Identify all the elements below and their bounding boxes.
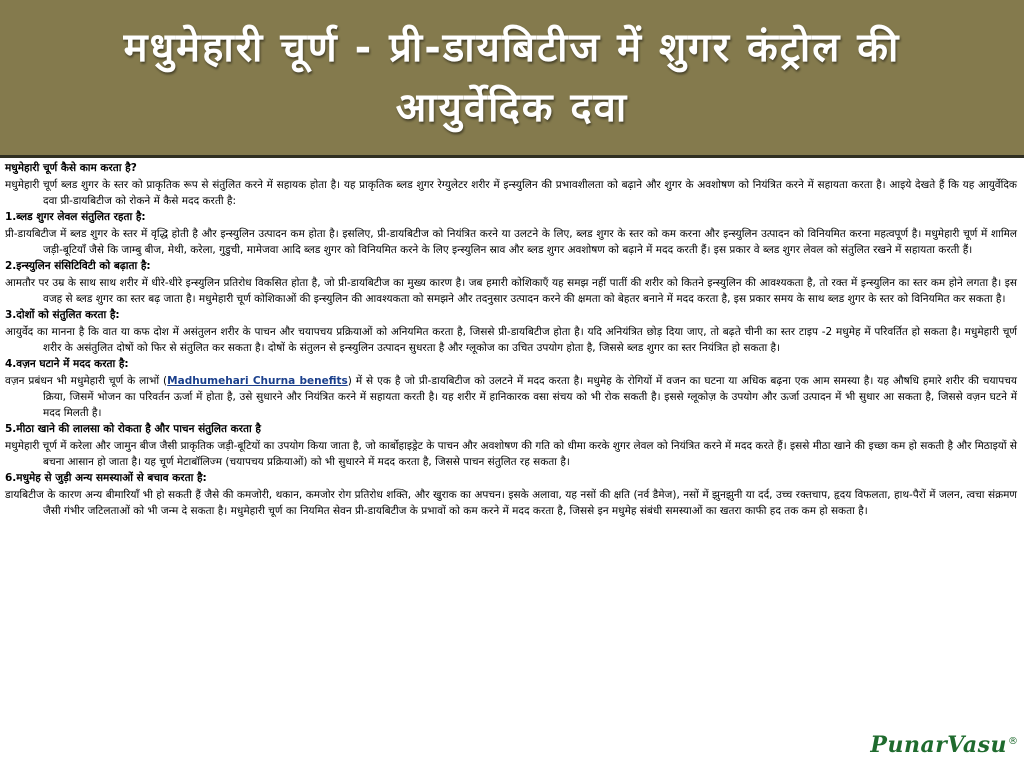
section-heading-3: 3.दोशों को संतुलित करता है: xyxy=(5,309,120,321)
section-paragraph-6: डायबिटीज के कारण अन्य बीमारियाँ भी हो सकती हैं जैसे की कमजोरी, थकान, कमजोर रोग प्रतिरोध शक्ति, और खुराक का अपचन। इसके अलावा, यह नसों की क्षति (नर्व डैमेज), नसों में झुनझुनी या दर्द, उच्च रक्तचाप, हृदय विफलता, हाथ-पैरों में जलन, त्वचा संक्रमण जैसी गंभीर जटिलताओं को भी जन्म दे सकता है। मधुमेहारी चूर्ण का नियमित सेवन प्री-डायबिटीज के प्रभावों को कम करने में मदद करता है, जिससे इन मधुमेह संबंधी समस्याओं का खतरा काफी हद तक कम हो सकता है। xyxy=(5,489,1018,517)
section-heading-6: 6.मधुमेह से जुड़ी अन्य समस्याओं से बचाव करता है: xyxy=(5,472,207,484)
section-4-text-after: ) में से एक है जो प्री-डायबिटीज को उलटने में मदद करता है। मधुमेह के रोगियों में वजन का घटना या अधिक बढ़ना एक आम समस्या है। यह औषधि हमारे शरीर की चयापचय क्रिया, जिसमें भोजन का परिवर्तन ऊर्जा में होता है, उसे सुधारने और नियंत्रित करने में सहायता करती है। यह शरीर में हानिकारक वसा संचय को भी रोक सकती है। इससे ग्लूकोज़ के उपयोग और ऊर्जा उत्पादन में भी सुधार आ सकता है, जिससे वज़न घटने में मदद मिलती है। xyxy=(43,375,1017,419)
title-banner xyxy=(0,0,1024,158)
section-paragraph-4 xyxy=(5,373,1017,421)
section-heading-1: 1.ब्लड शुगर लेवल संतुलित रहता है: xyxy=(5,211,146,223)
article-body xyxy=(5,160,1017,519)
registered-mark: ® xyxy=(1008,736,1018,747)
logo-text: PunarVasu xyxy=(870,732,1007,758)
section-paragraph-5: मधुमेहारी चूर्ण में करेला और जामुन बीज जैसी प्राकृतिक जड़ी-बूटियों का उपयोग किया जाता है, जो कार्बोहाइड्रेट के पाचन और अवशोषण की गति को धीमा करके शुगर लेवल को नियंत्रित करने में मदद करते हैं। इससे मीठा खाने की इच्छा कम हो सकती है और मिठाइयों से बचना आसान हो जाता है। यह चूर्ण मेटाबॉलिज्म (चयापचय प्रक्रियाओं) को भी सुधारने में मदद करता है, जिससे पाचन संतुलित रह सकता है। xyxy=(5,440,1017,468)
punarvasu-logo xyxy=(870,732,1018,758)
section-heading-4: 4.वज़न घटाने में मदद करता है: xyxy=(5,358,129,370)
madhumehari-benefits-link[interactable]: Madhumehari Churna benefits xyxy=(167,375,348,387)
section-paragraph-2: आमतौर पर उम्र के साथ साथ शरीर में धीरे-धीरे इन्स्युलिन प्रतिरोध विकसित होता है, जो प्री-डायबिटीज का मुख्य कारण है। जब हमारी कोशिकाएँ यह समझ नहीं पातीं की शरीर को कितने इन्स्युलिन की आवश्यकता है, तो रक्त में इन्स्युलिन का स्तर कम होने लगता है। इस वजह से ब्लड शुगर का स्तर बढ़ जाता है। मधुमेहारी चूर्ण कोशिकाओं की इन्स्युलिन की आवश्यकता को समझने और तदनुसार उत्पादन करने की क्षमता को बेहतर बनाने में मदद करता है, इस प्रकार समय के साथ ब्लड शुगर के स्तर को विनियमित कर सकता है। xyxy=(5,277,1017,305)
intro-paragraph: मधुमेहारी चूर्ण ब्लड शुगर के स्तर को प्राकृतिक रूप से संतुलित करने में सहायक होता है। यह प्राकृतिक ब्लड शुगर रेग्युलेटर शरीर में इन्स्युलिन की प्रभावशीलता को बढ़ाने और शुगर के अवशोषण को नियंत्रित करने में सहायता करता है। आइये देखते हैं कि यह आयुर्वेदिक दवा प्री-डायबिटीज को रोकने में कैसे मदद करती है: xyxy=(5,179,1017,207)
section-heading-2: 2.इन्स्युलिन संसिटिविटी को बढ़ाता है: xyxy=(5,260,151,272)
section-4-text-before: वज़न प्रबंधन भी मधुमेहारी चूर्ण के लाभों ( xyxy=(5,375,168,387)
page-title: मधुमेहारी चूर्ण - प्री-डायबिटीज में शुगर कंट्रोल की आयुर्वेदिक दवा xyxy=(123,24,901,131)
section-heading-5: 5.मीठा खाने की लालसा को रोकता है और पाचन संतुलित करता है xyxy=(5,423,261,435)
intro-question: मधुमेहारी चूर्ण कैसे काम करता है? xyxy=(5,162,137,174)
section-paragraph-1: प्री-डायबिटीज में ब्लड शुगर के स्तर में वृद्धि होती है और इन्स्युलिन उत्पादन कम होता है। इसलिए, प्री-डायबिटीज को नियंत्रित करने या उलटने के लिए, ब्लड शुगर के स्तर को कम करना और इन्स्युलिन उत्पादन को विनियमित करना महत्वपूर्ण है। मधुमेहारी चूर्ण में शामिल जड़ी-बूटियाँ जैसे कि जाम्बु बीज, मेथी, करेला, गुडुची, मामेजवा आदि ब्लड शुगर को विनियमित करने के लिए इन्स्युलिन स्राव और ब्लड शुगर अवशोषण को बढ़ाने में मदद करती हैं। इस प्रकार वे ब्लड शुगर लेवल को संतुलित रखने में सहायता करती हैं। xyxy=(5,228,1017,256)
section-paragraph-3: आयुर्वेद का मानना है कि वात या कफ दोश में असंतुलन शरीर के पाचन और चयापचय प्रक्रियाओं को अनियमित करता है, जिससे प्री-डायबिटीज होता है। यदि अनियंत्रित छोड़ दिया जाए, तो बढ़ते चीनी का स्तर टाइप -2 मधुमेह में परिवर्तित हो सकता है। मधुमेहारी चूर्ण शरीर के असंतुलित दोषों को फिर से संतुलित कर सकता है। दोषों के संतुलन से इन्स्युलिन उत्पादन सुधरता है और ग्लूकोज का उचित उपयोग होता है, जिससे ब्लड शुगर का स्तर नियंत्रित हो सकता है। xyxy=(5,326,1017,354)
